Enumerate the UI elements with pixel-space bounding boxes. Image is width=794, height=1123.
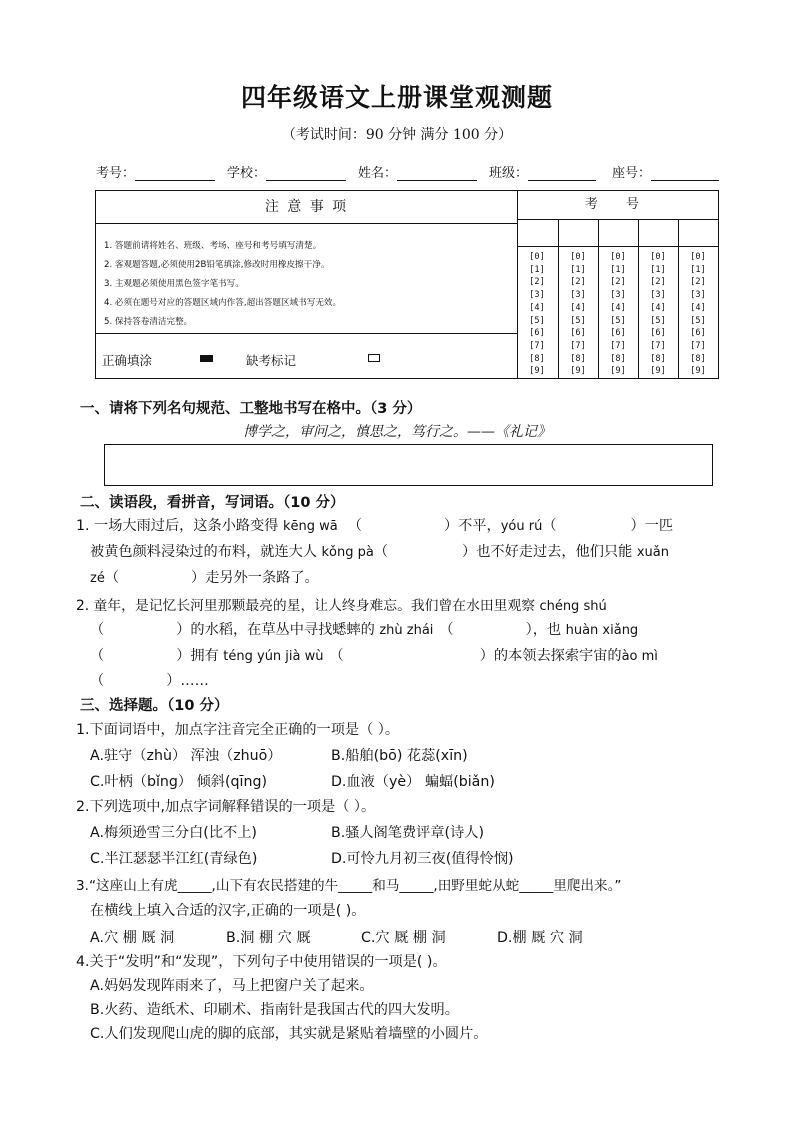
section3-heading: 三、选择题。（10 分）: [80, 698, 229, 714]
notice-heading: 注 意 事 项: [96, 191, 517, 224]
s3-q3-stem: 3.“这座山上有虎_____,山下有农民搭建的牛_____和马_____,田野里蛇从蛇_____里爬出来。”: [76, 878, 622, 894]
s3-q1-option-a[interactable]: A.驻守（zhù） 浑浊（zhuō）: [90, 748, 282, 764]
s2-q1-line1: 1. 一场大雨过后，这条小路变得 kēng wā （ ）不平，yóu rú（ ）一匹: [76, 518, 674, 534]
exam-no-heading: 考 号: [517, 191, 719, 220]
section1-writing-box[interactable]: [104, 444, 713, 486]
s3-q2-option-b[interactable]: B.骚人阁笔费评章(诗人): [331, 825, 485, 841]
section1-heading: 一、请将下列名句规范、工整地书写在格中。（3 分）: [80, 401, 422, 417]
section1-quote: 博学之，审问之，慎思之，笃行之。——《礼记》: [243, 424, 551, 440]
exam-digit-column[interactable]: [0] [1] [2] [3] [4] [5] [6] [7] [8] [9]: [529, 252, 545, 377]
s3-q4-option-a[interactable]: A.妈妈发现阵雨来了，马上把窗户关了起来。: [90, 978, 374, 994]
s2-q2-line1: 2. 童年，是记忆长河里那颗最亮的星，让人终身难忘。我们曾在水田里观察 chéng shú: [76, 598, 607, 614]
absent-mark-checkbox[interactable]: [368, 354, 380, 362]
exam-digit-column[interactable]: [0] [1] [2] [3] [4] [5] [6] [7] [8] [9]: [690, 252, 706, 377]
exam-digit-column[interactable]: [0] [1] [2] [3] [4] [5] [6] [7] [8] [9]: [570, 252, 586, 377]
notice-item: 3. 主观题必须使用黑色签字笔书写。: [104, 279, 244, 289]
school-field[interactable]: 学校：: [227, 162, 346, 181]
s3-q4-option-c[interactable]: C.人们发现爬山虎的脚的底部，其实就是紧贴着墙壁的小圆片。: [90, 1026, 488, 1042]
name-field[interactable]: 姓名：: [358, 162, 477, 181]
notice-item: 1. 答题前请将姓名、班级、考场、座号和考号填写清楚。: [104, 241, 322, 251]
absent-mark-label: 缺考标记: [246, 353, 297, 368]
s3-q3-option-b[interactable]: B.洞 棚 穴 厩: [226, 930, 311, 946]
correct-fill-label: 正确填涂: [102, 353, 153, 368]
s3-q3-option-d[interactable]: D.棚 厩 穴 洞: [497, 930, 583, 946]
s2-q1-line2: 被黄色颜料浸染过的布料，就连大人 kǒng pà（ ）也不好走过去，他们只能 xuǎn: [90, 544, 669, 560]
exam-no-input-row[interactable]: [517, 219, 719, 247]
s3-q3-stem-continued: 在横线上填入合适的汉字,正确的一项是( )。: [90, 903, 366, 919]
page-title: 四年级语文上册课堂观测题: [240, 83, 553, 112]
s3-q2-option-a[interactable]: A.梅须逊雪三分白(比不上): [90, 825, 257, 841]
class-field[interactable]: 班级：: [489, 162, 596, 181]
s3-q2-stem: 2.下列选项中,加点字词解释错误的一项是（ ）。: [76, 799, 376, 815]
exam-digit-column[interactable]: [0] [1] [2] [3] [4] [5] [6] [7] [8] [9]: [610, 252, 626, 377]
kaohao-field[interactable]: 考号：: [96, 162, 215, 181]
s3-q2-option-c[interactable]: C.半江瑟瑟半江红(青绿色): [90, 851, 258, 867]
s3-q1-stem: 1.下面词语中，加点字注音完全正确的一项是（ ）。: [76, 722, 400, 738]
s2-q2-line4: （ ）……: [90, 673, 209, 689]
exam-digit-column[interactable]: [0] [1] [2] [3] [4] [5] [6] [7] [8] [9]: [650, 252, 666, 377]
s2-q2-line2: （ ）的水稻，在草丛中寻找蟋蟀的 zhù zhái （ ），也 huàn xiǎng: [90, 622, 639, 638]
s3-q1-option-b[interactable]: B.船舶(bō) 花蕊(xīn): [331, 748, 468, 764]
notice-item: 5. 保持答卷清洁完整。: [104, 317, 193, 327]
notice-list: [104, 237, 512, 332]
s3-q3-option-c[interactable]: C.穴 厩 棚 洞: [361, 930, 446, 946]
s3-q4-option-b[interactable]: B.火药、造纸术、印刷术、指南针是我国古代的四大发明。: [90, 1002, 459, 1018]
notice-item: 4. 必须在题号对应的答题区域内作答,超出答题区域书写无效。: [104, 298, 342, 308]
s3-q3-option-a[interactable]: A.穴 棚 厩 洞: [90, 930, 175, 946]
exam-subtitle: （考试时间：90 分钟 满分 100 分）: [281, 127, 513, 143]
s2-q1-line3: zé（ ）走另外一条路了。: [90, 570, 319, 586]
s3-q1-option-d[interactable]: D.血液（yè） 蝙蝠(biǎn): [331, 774, 495, 790]
notice-box: [95, 190, 719, 379]
s3-q2-option-d[interactable]: D.可怜九月初三夜(值得怜悯): [331, 851, 514, 867]
s2-q2-line3: （ ）拥有 téng yún jià wù （ ）的本领去探索宇宙的ào mì: [90, 648, 658, 664]
seat-field[interactable]: 座号：: [612, 162, 719, 181]
s3-q4-stem: 4.关于“发明”和“发现”，下列句子中使用错误的一项是( )。: [76, 954, 447, 970]
correct-fill-sample: [200, 355, 213, 362]
notice-item: 2. 客观题答题,必须使用2B铅笔填涂,修改时用橡皮擦干净。: [104, 260, 330, 270]
section2-heading: 二、读语段，看拼音，写词语。（10 分）: [80, 495, 345, 511]
s3-q1-option-c[interactable]: C.叶柄（bǐng） 倾斜(qīng): [90, 774, 268, 790]
student-info-row: [96, 162, 720, 184]
